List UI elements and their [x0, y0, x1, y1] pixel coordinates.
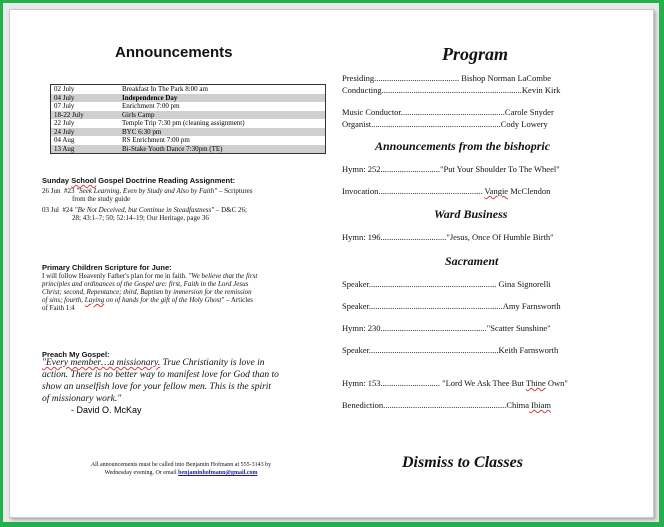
primary-line-4: of sins; fourth, Laying on of hands for the gift of the Holy Ghost" – Articles — [42, 296, 254, 304]
event-description: Bi-Stake Youth Dance 7:30pm (TE) — [119, 145, 326, 154]
event-date: 22 July — [54, 119, 75, 127]
conducting-line: Conducting..................................................................Kevin Kirk — [342, 85, 561, 95]
preach-author: - David O. McKay — [71, 405, 142, 415]
primary-line-2: principles and ordinances of the Gospel are: first, Faith in the Lord Jesus — [42, 280, 249, 288]
preach-quote-line-1: "Every member…a missionary. True Christianity is love in — [42, 358, 265, 368]
announcements-title: Announcements — [115, 44, 233, 61]
event-date: 04 Aug — [54, 136, 75, 144]
event-row — [51, 94, 326, 103]
speaker-1-line: Speaker............................................................ Gina Signorelli — [342, 279, 551, 289]
speaker-3-line: Speaker.............................................................Keith Farnsworth — [342, 345, 559, 355]
program-page — [9, 9, 654, 518]
event-row — [51, 102, 326, 111]
reading-line-2: 03 Jul #24 "Be Not Deceived, but Continue in Steadfastness" – D&C 26; — [42, 206, 247, 214]
event-description: Girls Camp — [119, 111, 326, 120]
event-row — [51, 145, 326, 154]
event-description: Breakfast In The Park 8:00 am — [122, 85, 208, 93]
reading-line-1: 26 Jun #23 "Seek Learning, Even by Study and Also by Faith" – Scriptures — [42, 187, 253, 195]
footer-line-2: Wednesday evening. Or email benjaminhofmann@gmail.com — [104, 470, 258, 476]
closing-hymn-line: Hymn: 153............................ "Lord We Ask Thee But Thine Own" — [342, 378, 568, 388]
sacrament-heading: Sacrament — [445, 254, 499, 268]
event-date: 07 July — [54, 102, 75, 110]
event-description: Enrichment 7:00 pm — [122, 102, 180, 110]
organist-line: Organist.............................................................Cody Lowery — [342, 119, 548, 129]
primary-line-5: of Faith 1:4 — [42, 304, 75, 312]
opening-hymn-line: Hymn: 252............................"Put Your Shoulder To The Wheel" — [342, 164, 560, 174]
preach-quote-line-3: show an unselfish love for your fellow men. This is the spirit — [42, 382, 272, 392]
primary-line-3: Christ; second, Repentance; third, Baptism by immersion for the remission — [42, 288, 252, 296]
event-row — [51, 119, 326, 128]
event-description: Temple Trip 7:30 pm (cleaning assignment) — [122, 119, 245, 127]
event-date: 24 July — [51, 128, 120, 137]
dismiss-to-classes: Dismiss to Classes — [402, 454, 523, 471]
primary-heading: Primary Children Scripture for June: — [42, 263, 172, 272]
email-link[interactable]: benjaminhofmann@gmail.com — [178, 470, 258, 476]
preach-quote-line-2: action. There is no better way to manifest love for God than to — [42, 370, 279, 380]
preach-quote-line-4: of missionary work." — [42, 394, 122, 404]
event-date: 02 July — [54, 85, 75, 93]
reading-line-2-cont: 28; 43:1–7; 50; 52:14–19; Our Heritage, page 36 — [72, 214, 209, 222]
event-description: RS Enrichment 7:00 pm — [122, 136, 190, 144]
event-row — [51, 128, 326, 137]
speaker-2-line: Speaker...............................................................Amy Farnsworth — [342, 301, 561, 311]
event-date: 18-22 July — [51, 111, 120, 120]
music-conductor-line: Music Conductor.................................................Carole Snyder — [342, 107, 554, 117]
event-description: BYC 6:30 pm — [119, 128, 326, 137]
invocation-line: Invocation................................................. Vangie McClendon — [342, 186, 551, 196]
footer-line-1: All announcements must be called into Benjamin Hofmann at 555-3143 by — [90, 462, 272, 468]
benediction-line: Benediction..........................................................Chima Ibiam — [342, 400, 551, 410]
ward-business-heading: Ward Business — [434, 207, 508, 221]
primary-line-1: I will follow Heavenly Father's plan for me in faith. "We believe that the first — [42, 272, 258, 280]
preach-heading: Preach My Gospel: — [42, 350, 110, 359]
presiding-line: Presiding........................................ Bishop Norman LaCombe — [342, 73, 551, 83]
event-row — [51, 85, 326, 94]
event-row — [51, 136, 326, 145]
events-table — [50, 84, 326, 154]
sunday-school-heading: Sunday School Gospel Doctrine Reading Assignment: — [42, 176, 236, 185]
event-row — [51, 111, 326, 120]
bishopric-announcements-heading: Announcements from the bishopric — [375, 139, 551, 153]
event-description: Independence Day — [119, 94, 326, 103]
sacrament-hymn-line: Hymn: 196..............................."Jesus, Once Of Humble Birth" — [342, 232, 554, 242]
intermediate-hymn-line: Hymn: 230.................................................."Scatter Sunshine" — [342, 323, 551, 333]
reading-line-1-cont: from the study guide — [72, 195, 131, 203]
event-date: 04 July — [51, 94, 120, 103]
event-date: 13 Aug — [51, 145, 120, 154]
program-title: Program — [442, 44, 509, 64]
